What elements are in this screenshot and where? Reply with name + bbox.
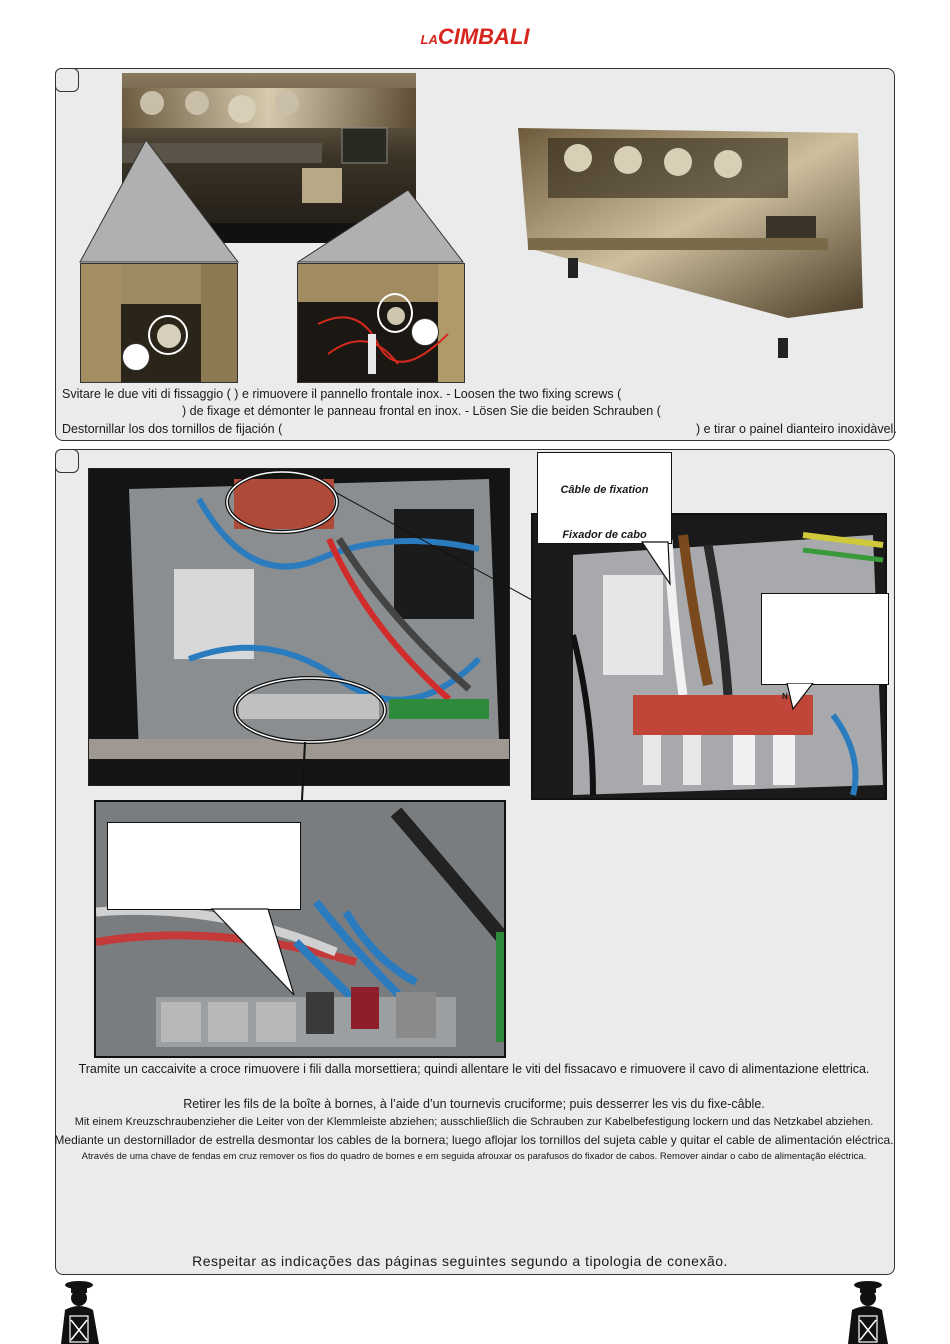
terminal-callout-blank xyxy=(761,593,889,685)
zoom-callout-shapes xyxy=(78,140,478,265)
instruction-french: Retirer les fils de la boîte à bornes, à l’aide d’un tournevis cruciforme; puis desserrer les vis du fixe-câble. xyxy=(183,1097,765,1111)
brand-logo xyxy=(405,24,545,50)
step1-caption-line1: Svitare le due viti di fissaggio ( ) e rimuovere il pannello frontale inox. - Loosen the two fixing screws ( xyxy=(62,387,622,401)
wire-callout-pointer xyxy=(210,905,300,1000)
footer-portuguese-note: Respeitar as indicações das páginas seguintes segundo a tipologia de conexão. xyxy=(192,1253,728,1269)
screw-marker-a xyxy=(122,343,150,371)
screw-highlight-circle-2 xyxy=(377,293,413,333)
instruction-portuguese: Através de uma chave de fendas em cruz remover os fios do quadro de bornes e em seguida afrouxar os parafusos do fixador de cabos. Remover aindar o cabo de alimentação eléctrica. xyxy=(81,1151,867,1162)
machine-overview-photo xyxy=(508,108,870,358)
technician-icon-right xyxy=(832,1280,896,1344)
instruction-spanish: Mediante un destornillador de estrella desmontar los cables de la bornera; luego aflojar los tornillos del sujeta cable y quitar el cable de alimentación eléctrica. xyxy=(54,1133,894,1147)
neutral-terminal-label: N xyxy=(782,692,788,701)
instruction-german: Mit einem Kreuzschraubenzieher die Leiter von der Klemmleiste abziehen; ausschließlich die Schrauben zur Kabelbefestigung lockern und das Netzkabel abziehen. xyxy=(74,1116,874,1128)
cable-fixing-subtitle: Fixador de cabo xyxy=(562,529,647,541)
step1-caption-line2: ) de fixage et démonter le panneau frontal en inox. - Lösen Sie die beiden Schrauben ( xyxy=(182,404,661,418)
step2-number-badge xyxy=(55,449,79,473)
brand-name: CIMBALI xyxy=(437,24,530,49)
wire-callout-blank xyxy=(107,822,301,910)
brand-prefix: LA xyxy=(420,32,438,47)
callout-pointer xyxy=(640,540,680,590)
step1-number-badge xyxy=(55,68,79,92)
screw-highlight-circle xyxy=(148,315,188,355)
terminal-callout-pointer xyxy=(785,683,825,713)
technician-icon xyxy=(55,1280,119,1344)
cable-fixing-callout xyxy=(537,452,672,544)
cable-fixing-title: Câble de fixation xyxy=(560,484,649,496)
step1-caption-line3-left: Destornillar los dos tornillos de fijación ( xyxy=(62,422,283,436)
instruction-italian: Tramite un caccaivite a croce rimuovere i fili dalla morsettiera; quindi allentare le viti del fissacavo e rimuovere il cavo di alimentazione elettrica. xyxy=(78,1062,870,1076)
screw-marker-b xyxy=(411,318,439,346)
step1-caption-line3-right: ) e tirar o painel dianteiro inoxidàvel. xyxy=(696,422,897,436)
